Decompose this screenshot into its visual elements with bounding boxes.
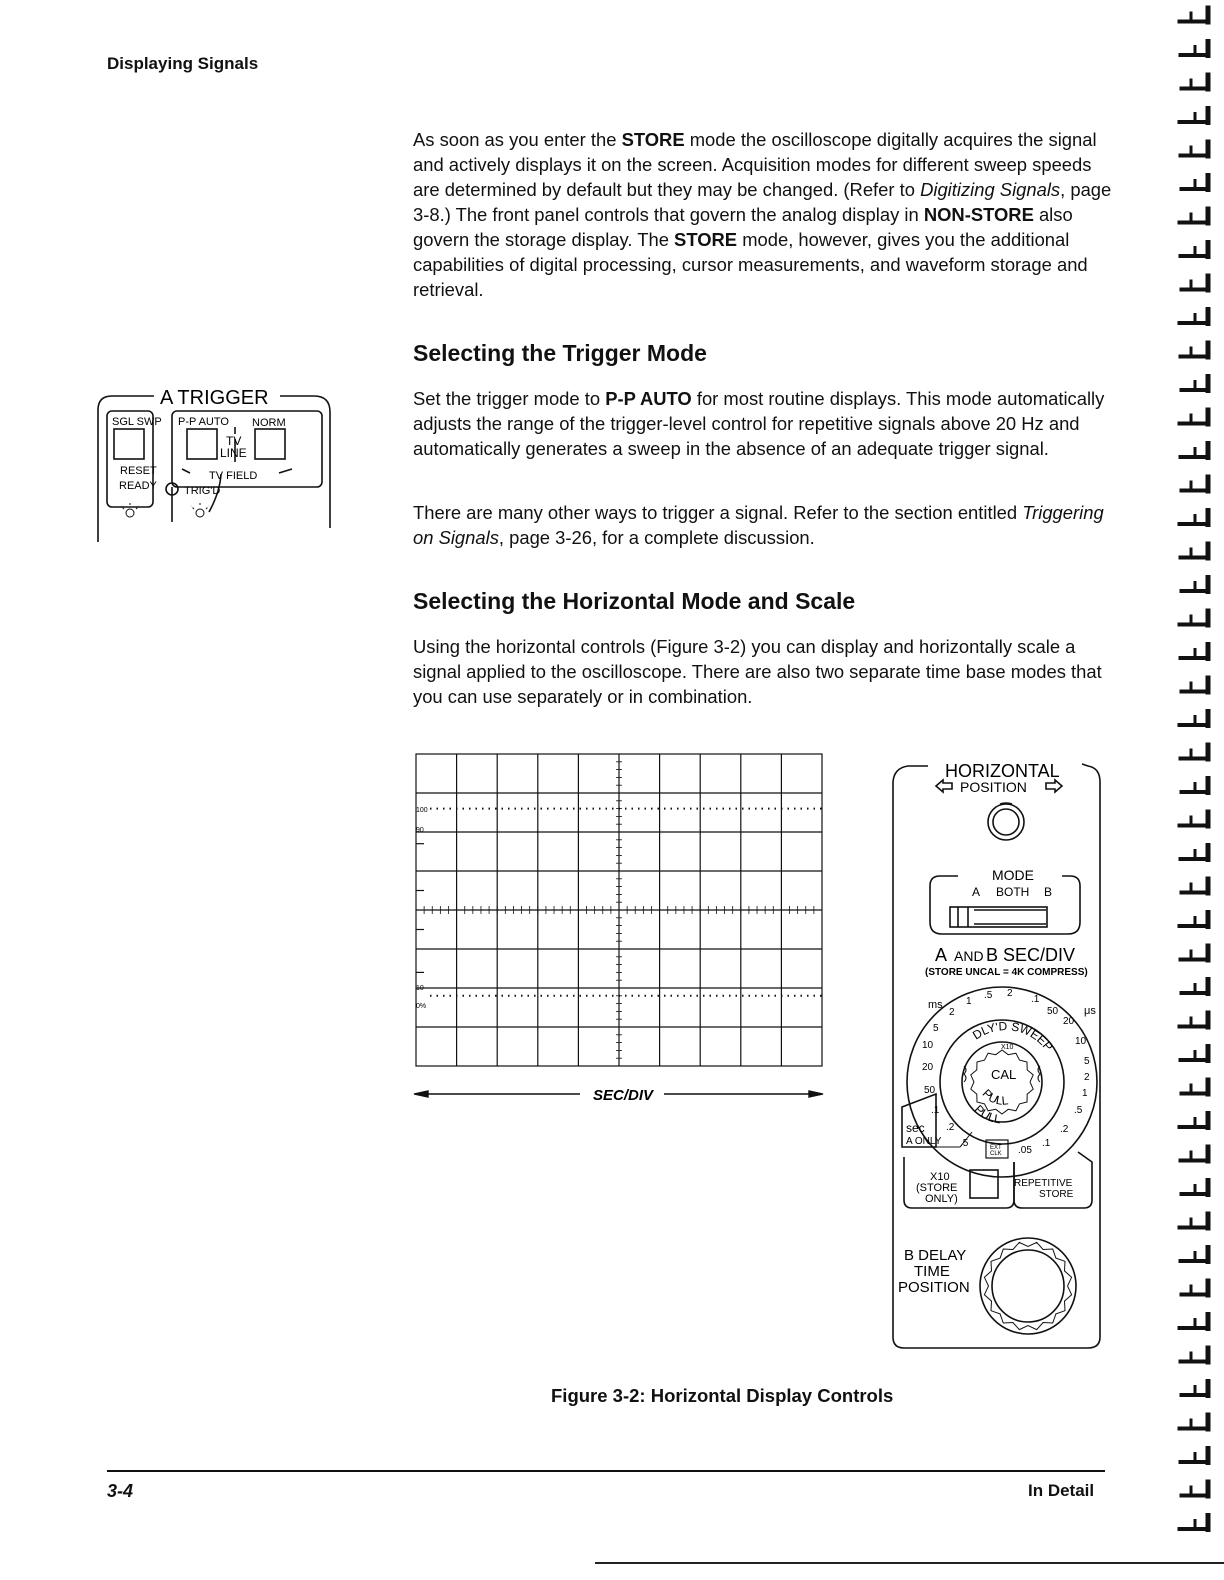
dial-tick: 20 (922, 1062, 934, 1073)
store-label: STORE (1039, 1189, 1074, 1200)
graticule-figure (412, 752, 830, 1102)
line-label: LINE (220, 446, 247, 460)
dial-tick: 1 (1082, 1088, 1088, 1099)
intro-paragraph: As soon as you enter the STORE mode the oscilloscope digitally acquires the signal and actively displays it on the screen. Acquisition modes for different sweep speeds are determined by default but they may be changed. (Refer to Digitizing Signals, page 3-8.) The front panel controls that govern the analog display in NON-STORE also govern the storage display. The STORE mode, however, gives you the additional capabilities of digital processing, cursor measurements, and waveform storage and retrieval. (413, 129, 1112, 300)
a-trigger-title: A TRIGGER (160, 387, 269, 409)
tv-label: TV (226, 434, 242, 448)
norm-label: NORM (252, 417, 286, 429)
dial-tick: 1 (966, 996, 972, 1007)
label-100: 100 (416, 807, 428, 814)
position-knob-label: POSITION (898, 1279, 970, 1296)
dial-tick: 50 (924, 1085, 936, 1096)
dial-tick: 5 (933, 1023, 939, 1034)
dial-tick: 50 (1047, 1006, 1059, 1017)
horizontal-panel (888, 752, 1106, 1352)
footer-rule (107, 1470, 1105, 1472)
dial-tick: .5 (984, 990, 993, 1001)
us-label: μs (1084, 1005, 1096, 1017)
sgl-swp-label: SGL SWP (112, 416, 162, 428)
figure-caption: Figure 3-2: Horizontal Display Controls (551, 1385, 894, 1406)
trigger-heading: Selecting the Trigger Mode (413, 340, 707, 366)
dial-tick: 10 (1075, 1036, 1087, 1047)
b-delay-label: B DELAY (904, 1247, 967, 1264)
pp-auto-label: P-P AUTO (178, 416, 229, 428)
mode-b-label: B (1044, 885, 1053, 899)
dial-tick: .5 (960, 1138, 969, 1149)
repetitive-label: REPETITIVE (1014, 1178, 1073, 1189)
ready-label: READY (119, 480, 157, 492)
store-uncal-label: (STORE UNCAL = 4K COMPRESS) (925, 967, 1088, 978)
ext-label: EXT (990, 1145, 1002, 1151)
store-only-label-1: (STORE (916, 1182, 958, 1194)
footer-section: In Detail (1028, 1481, 1095, 1500)
cal-label: CAL (991, 1067, 1017, 1082)
dial-tick: 2 (1007, 988, 1013, 999)
label-0: 0% (416, 1003, 427, 1010)
dial-tick: .1 (931, 1105, 940, 1116)
dial-x10-label: X10 (1001, 1044, 1014, 1051)
mode-label: MODE (992, 867, 1034, 883)
horizontal-heading: Selecting the Horizontal Mode and Scale (413, 588, 856, 614)
secdiv-a-label: A (935, 945, 948, 965)
page-number: 3-4 (107, 1481, 134, 1501)
trigger-paragraph-2: There are many other ways to trigger a signal. Refer to the section entitled Triggering on Signals, page 3-26, for a complete discussion. (413, 502, 1104, 548)
dial-tick: .1 (1031, 994, 1040, 1005)
mode-both-label: BOTH (996, 885, 1030, 899)
dial-tick: .05 (1018, 1145, 1032, 1156)
dial-tick: .1 (1042, 1138, 1051, 1149)
store-only-label-2: ONLY) (925, 1193, 958, 1205)
trigger-paragraph-1: Set the trigger mode to P-P AUTO for most routine displays. This mode automatically adjusts the range of the trigger-level control for repetitive signals above 20 Hz and automatically generates a sweep in the absence of an adequate trigger signal. (413, 388, 1105, 459)
clk-label: CLK (990, 1151, 1002, 1157)
reset-label: RESET (120, 465, 157, 477)
sec-div-label: SEC/DIV (593, 1087, 654, 1102)
mode-a-label: A (972, 885, 981, 899)
running-head: Displaying Signals (107, 54, 259, 73)
dial-tick: 5 (1084, 1056, 1090, 1067)
bottom-edge-rule (595, 1562, 1224, 1564)
dial-tick: .2 (946, 1122, 955, 1133)
pull-label-1: PULL (979, 1086, 1009, 1108)
trigd-label: TRIG'D (184, 485, 221, 497)
dial-tick: 2 (949, 1007, 955, 1018)
horizontal-paragraph: Using the horizontal controls (Figure 3-2) you can display and horizontally scale a signal applied to the oscilloscope. There are also two separate time base modes that you can use separately or in combination. (413, 636, 1102, 707)
tv-field-label: TV FIELD (209, 470, 258, 482)
secdiv-and-label: AND (954, 948, 984, 964)
time-label: TIME (914, 1263, 950, 1280)
sec-label: sec (906, 1121, 925, 1135)
label-10: 10 (416, 985, 424, 992)
ms-label: ms (928, 999, 943, 1011)
dial-tick: 20 (1063, 1016, 1075, 1027)
dial-tick: .5 (1074, 1105, 1083, 1116)
x10-button-label: X10 (930, 1171, 950, 1183)
dial-tick: 2 (1084, 1072, 1090, 1083)
label-90: 90 (416, 827, 424, 834)
a-trigger-panel (92, 382, 337, 544)
dlyd-sweep-label: DLY'D SWEEP (970, 1019, 1056, 1054)
horizontal-title: HORIZONTAL (945, 761, 1060, 781)
position-label: POSITION (960, 779, 1027, 795)
edge-tab-marks (1170, 0, 1224, 1580)
pull-label-2: PULL (971, 1102, 1002, 1127)
dial-tick: .2 (1060, 1124, 1069, 1135)
secdiv-b-label: B SEC/DIV (986, 945, 1076, 965)
dial-tick: 10 (922, 1040, 934, 1051)
a-only-label: A ONLY (906, 1136, 942, 1147)
